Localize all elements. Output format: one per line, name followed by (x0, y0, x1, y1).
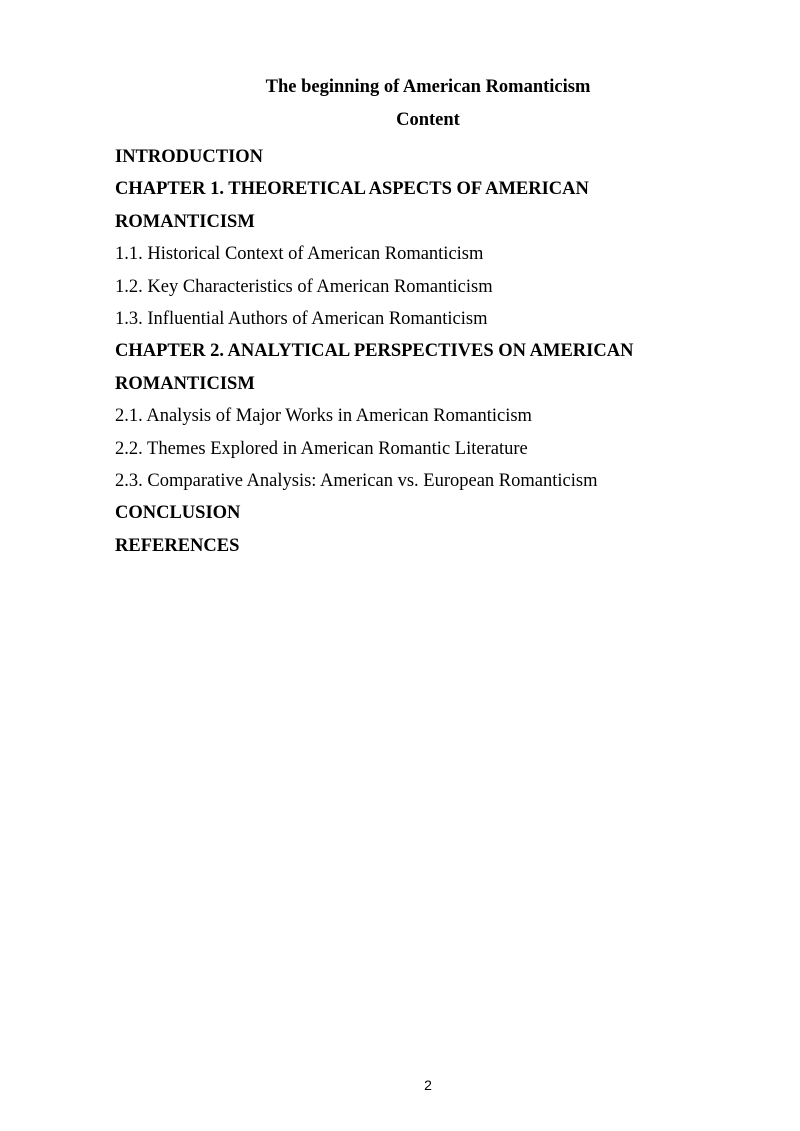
toc-entry-chapter-1-continued: ROMANTICISM (115, 211, 255, 232)
toc-entry-references: REFERENCES (115, 535, 240, 556)
document-title: The beginning of American Romanticism (265, 77, 591, 97)
toc-entry-chapter-2: CHAPTER 2. ANALYTICAL PERSPECTIVES ON AMERICAN (115, 341, 634, 362)
toc-entry-conclusion: CONCLUSION (115, 503, 241, 524)
toc-entry-2-2: 2.2. Themes Explored in American Romantic Literature (115, 438, 528, 459)
toc-entry-2-1: 2.1. Analysis of Major Works in American Romanticism (115, 406, 532, 427)
toc-entry-1-3: 1.3. Influential Authors of American Romanticism (115, 308, 488, 329)
toc-entry-introduction: INTRODUCTION (115, 147, 264, 167)
page-number: 2 (424, 1077, 432, 1093)
toc-entry-chapter-1: CHAPTER 1. THEORETICAL ASPECTS OF AMERICAN (115, 179, 589, 200)
toc-entry-2-3: 2.3. Comparative Analysis: American vs. European Romanticism (115, 470, 598, 491)
toc-entry-1-1: 1.1. Historical Context of American Romanticism (115, 244, 484, 265)
table-of-contents (115, 141, 715, 562)
toc-entry-chapter-2-continued: ROMANTICISM (115, 373, 255, 394)
toc-entry-1-2: 1.2. Key Characteristics of American Romanticism (115, 276, 493, 297)
contents-heading: Content (396, 110, 460, 130)
